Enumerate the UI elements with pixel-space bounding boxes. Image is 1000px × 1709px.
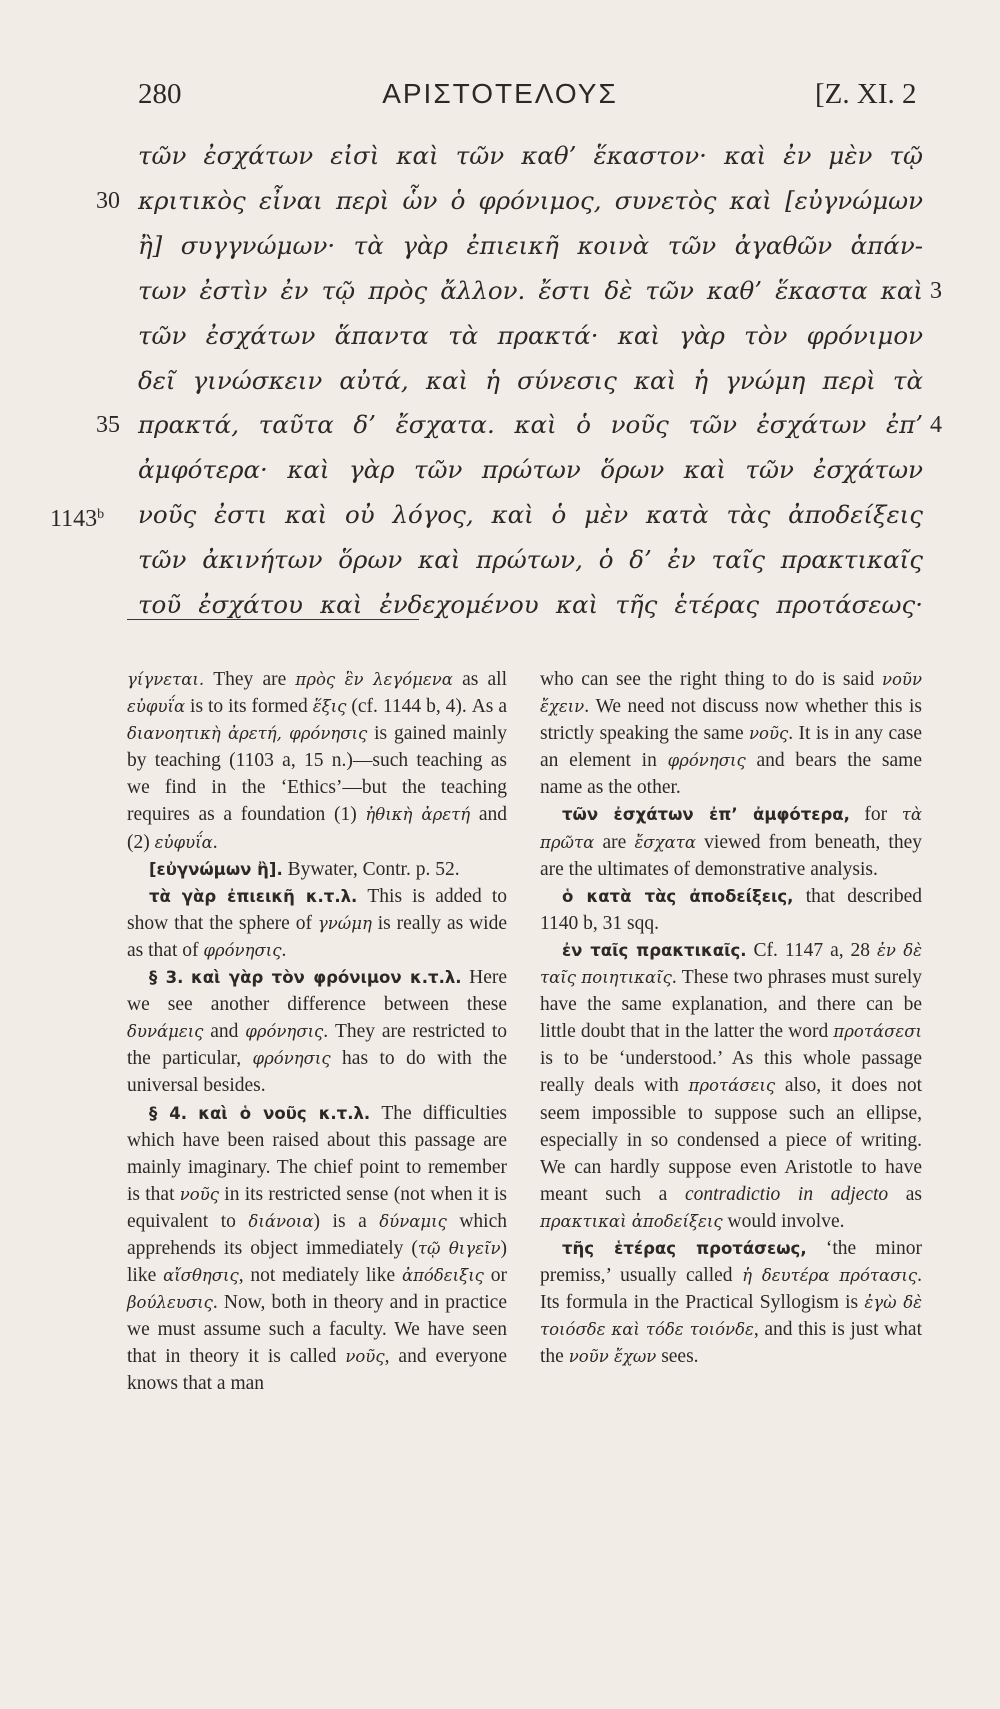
text-line: τῶν ἐσχάτων ἅπαντα τὰ πρακτά· καὶ γὰρ τὸν φρόνιμον [138,320,923,350]
page-number: 280 [138,78,182,110]
commentary-text: , not mediately like [238,1265,402,1287]
greek-term: τὰ πρῶτα [540,805,922,852]
greek-term: πρακτικαὶ ἀποδείξεις [540,1211,723,1231]
greek-term: προτάσεις [688,1076,776,1096]
commentary-text: and [203,1021,246,1043]
lemma: τῶν ἐσχάτων ἐπ’ ἀμφότερα, [562,805,850,825]
running-title: ΑΡΙΣΤΟΤΕΛΟΥΣ [382,78,618,109]
commentary-paragraph [540,1235,922,1370]
commentary-text: sees. [656,1346,699,1368]
commentary-paragraph [127,883,507,964]
greek-term: νοῦς [345,1347,385,1367]
greek-term: νοῦς [179,1184,220,1204]
commentary-text: is to be ‘understood.’ As this whole passage really deals with [540,1048,922,1097]
commentary-text: . [212,831,218,853]
commentary-text: as all [452,669,508,690]
text-line: τῶν ἀκινήτων ὅρων καὶ πρώτων, ὁ δ’ ἐν ταῖς πρακτικαῖς [138,545,923,575]
commentary-left-column [127,666,507,1398]
commentary-text: . They are restricted to the particular, [127,1021,507,1070]
greek-term: νοῦν ἔχειν [540,670,922,717]
greek-term: αἴσθησις [163,1266,239,1286]
text-line: δεῖ γινώσκειν αὐτά, καὶ ἡ σύνεσις καὶ ἡ γνώμη περὶ τὰ [138,365,923,395]
greek-term: ἐγὼ δὲ τοιόσδε καὶ τόδε τοιόνδε [540,1293,922,1340]
section-reference: [Z. XI. 2 [815,78,917,110]
commentary-paragraph [540,883,922,937]
commentary-text: and bears the same name as the other. [540,750,922,799]
greek-term: ἠθικὴ ἀρετή [365,805,471,825]
text-line: ἢ] συγγνώμων· τὰ γὰρ ἐπιεικῆ κοινὰ τῶν ἀγαθῶν ἁπάν- [138,230,923,260]
lemma: ἐν ταῖς πρακτικαῖς. [562,940,747,960]
greek-term: διάνοια [248,1211,314,1231]
greek-term: τῷ θιγεῖν [417,1238,501,1258]
commentary-text: ) like [127,1237,507,1287]
line-number-value: 30 [96,187,120,214]
commentary-text: is gained mainly by teaching (1103 a, 15 n.)—such teaching as we find in the ‘Ethics’—but the teaching requires as a foundation (1) [127,723,507,826]
commentary-text: also, it does not seem impossible to suppose such an ellipse, especially in so condensed a piece of writing. We can hardly suppose even Aristotle to have meant such a [540,1075,922,1205]
commentary-paragraph [127,964,507,1099]
commentary-text: Cf. 1147 a, 28 [746,939,877,961]
commentary-text: is really as wide as that of [127,912,508,961]
greek-term: δυνάμεις [127,1022,204,1042]
commentary-text: , and everyone knows that a man [127,1346,507,1395]
greek-term: φρόνησις [252,1049,331,1069]
section-number: 4 [930,412,942,439]
commentary-paragraph [127,1100,507,1398]
section-number: 3 [930,277,942,304]
commentary-text: The difficulties which have been raised about this passage are mainly imaginary. The chief point to remember is that [127,1102,507,1205]
commentary-text: or [483,1265,507,1287]
commentary-text: and (2) [127,804,507,853]
commentary-paragraph [540,801,922,882]
greek-term: νοῦν ἔχων [568,1347,657,1367]
lemma: § 4. [149,1103,188,1123]
greek-term: δύναμις [379,1211,447,1231]
commentary-text: They are [204,669,296,690]
text-line: κριτικὸς εἶναι περὶ ὧν ὁ φρόνιμος, συνετὸς καὶ [εὐγνώμων [138,185,923,215]
line-number-value: 35 [96,412,120,439]
commentary-text: that described 1140 b, 31 sqq. [540,885,922,934]
commentary-text: . Now, both in theory and in practice we must assume such a faculty. We have seen that in theory it is called [127,1292,507,1368]
commentary-text: . Its formula in the Practical Syllogism is [540,1265,922,1314]
commentary-paragraph [127,856,507,883]
text-line: τοῦ ἐσχάτου καὶ ἐνδεχομένου καὶ τῆς ἑτέρας προτάσεως· [138,590,923,619]
column-letter: b [97,507,105,523]
greek-term: εὐφυΐα [154,832,213,852]
greek-term: γνώμη [317,913,372,933]
running-header [0,78,1000,118]
lemma: ὁ κατὰ τὰς ἀποδείξεις, [562,886,794,906]
commentary-text: Bywater, Contr. p. 52. [282,858,460,880]
commentary-text: would involve. [722,1210,845,1232]
commentary-text: . It is in any case an element in [540,723,922,772]
greek-term: ἕξις [312,697,347,717]
text-line: ἀμφότερα· καὶ γὰρ τῶν πρώτων ὅρων καὶ τῶν ἐσχάτων [138,455,923,485]
commentary-paragraph [540,666,922,801]
commentary-paragraph [127,666,507,856]
commentary-text: has to do with the universal besides. [127,1048,508,1097]
text-line: των ἐστὶν ἐν τῷ πρὸς ἄλλον. ἔστι δὲ τῶν καθ’ ἕκαστα καὶ [138,275,923,305]
lemma: καὶ ὁ νοῦς κ.τ.λ. [198,1103,371,1123]
greek-term: ἔσχατα [634,832,696,852]
commentary-text: . We need not discuss now whether this is strictly speaking the same [540,696,922,745]
greek-term: φρόνησις [203,940,282,960]
greek-term: ἀπόδειξις [401,1266,484,1286]
commentary-text: in its restricted sense (not when it is equivalent to [127,1183,507,1232]
text-line: πρακτά, ταῦτα δ’ ἔσχατα. καὶ ὁ νοῦς τῶν ἐσχάτων ἐπ’ [138,410,923,440]
commentary-text: (cf. 1144 b, 4). As a [346,696,507,718]
greek-term: νοῦς [749,724,789,744]
latin-phrase: contradictio in adjecto [684,1183,889,1205]
greek-term: γίγνεται. [127,670,205,689]
greek-term: πρὸς ἓν λεγόμενα [295,670,453,689]
commentary-text: Here we see another difference between these [127,967,507,1016]
commentary-text: This is added to show that the sphere of [127,885,508,934]
commentary-text [183,967,191,988]
commentary-text [187,1103,198,1124]
commentary-text: as [888,1183,922,1205]
commentary-text: for [849,804,902,826]
text-line: τῶν ἐσχάτων εἰσὶ καὶ τῶν καθ’ ἕκαστον· καὶ ἐν μὲν τῷ [138,141,923,170]
lemma: τὰ γὰρ ἐπιεικῆ κ.τ.λ. [149,886,358,906]
greek-term: βούλευσις [127,1293,213,1313]
commentary-paragraph [540,937,922,1235]
commentary-text: are [594,831,635,853]
lemma: τῆς ἑτέρας προτάσεως, [562,1238,807,1258]
line-number [50,493,140,537]
line-number [96,403,132,447]
greek-term: ἐν δὲ ταῖς ποιητικαῖς [540,940,922,988]
commentary-right-column [540,666,922,1370]
lemma: καὶ γὰρ τὸν φρόνιμον κ.τ.λ. [190,968,462,988]
commentary-text: which apprehends its object immediately ( [127,1210,507,1259]
greek-term: ἡ δευτέρα πρότασις [742,1266,918,1286]
lemma: [εὐγνώμων ἢ]. [149,859,283,879]
line-number [96,179,132,223]
commentary-text: . These two phrases must surely have the same explanation, and there can be little doubt that in the latter the word [540,967,922,1043]
greek-term: διανοητικὴ ἀρετή, φρόνησις [127,724,368,744]
greek-term: προτάσεσι [833,1022,922,1042]
greek-term: φρόνησις [667,751,746,771]
line-number-value: 1143 [50,506,98,533]
commentary-text: who can see the right thing to do is said [540,669,882,690]
commentary-text: , and this is just what the [540,1319,922,1368]
commentary-text: is to its formed [185,696,313,718]
footnote-divider [127,619,419,620]
greek-term: φρόνησις [245,1022,324,1042]
commentary-text: ‘the minor premiss,’ usually called [540,1237,922,1287]
greek-term: εὐφυΐα [127,697,186,717]
commentary-text: ) is a [313,1210,380,1232]
text-line: νοῦς ἐστι καὶ οὐ λόγος, καὶ ὁ μὲν κατὰ τὰς ἀποδείξεις [138,500,923,530]
commentary-text: . [281,939,287,961]
commentary-text: viewed from beneath, they are the ultimates of demonstrative analysis. [540,831,922,880]
lemma: § 3. [149,968,184,988]
